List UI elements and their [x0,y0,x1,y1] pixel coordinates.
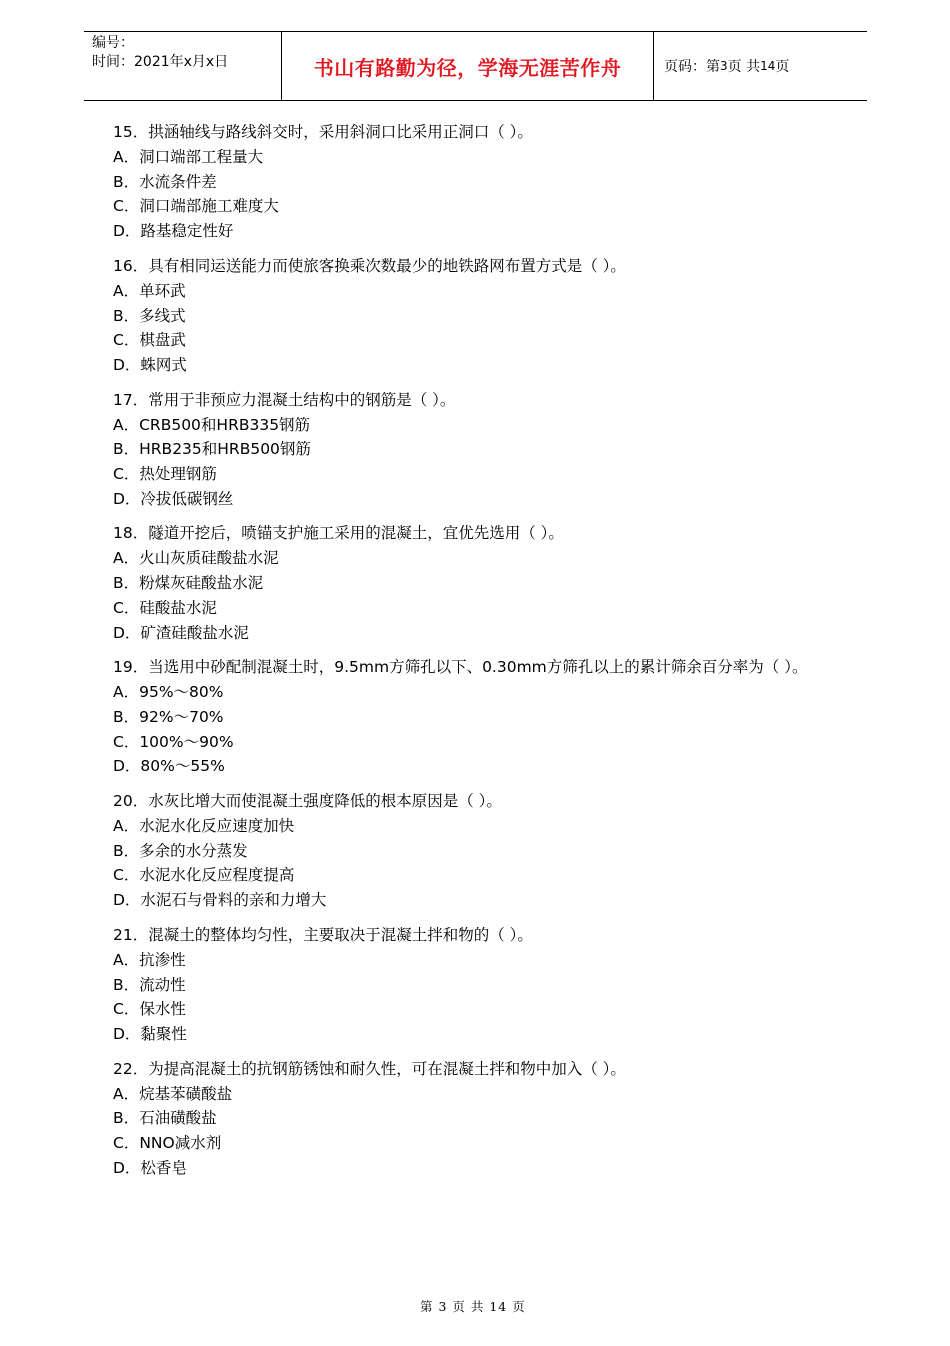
answer-option: C．100%～90% [113,732,234,751]
header-meta [84,32,282,100]
answer-option: D．黏聚性 [113,1024,187,1043]
answer-option: D．蛛网式 [113,355,187,374]
answer-option: A．烷基苯磺酸盐 [113,1084,233,1103]
answer-option: D．矿渣硅酸盐水泥 [113,623,249,642]
answer-option: C．NNO减水剂 [113,1134,222,1153]
answer-option: B．流动性 [113,975,186,994]
answer-option: D．冷拔低碳钢丝 [113,489,234,508]
answer-option: B．石油磺酸盐 [113,1109,217,1128]
question-list [96,120,874,1191]
answer-option: C．洞口端部施工难度大 [113,197,279,216]
question-15 [96,120,874,244]
question-21 [96,923,874,1047]
answer-option: A．CRB500和HRB335钢筋 [113,415,311,434]
question-stem: 19．当选用中砂配制混凝土时，9.5mm方筛孔以下、0.30mm方筛孔以上的累计筛余百分率为（ ）。 [113,658,808,677]
question-16 [96,254,874,378]
page-total: 14 [760,59,776,73]
answer-option: C．水泥水化反应程度提高 [113,866,295,885]
answer-option: C．保水性 [113,1000,186,1019]
header-motto-cell [282,32,654,100]
question-stem: 17．常用于非预应力混凝土结构中的钢筋是（ ）。 [113,390,456,409]
question-22 [96,1057,874,1181]
answer-option: D．水泥石与骨料的亲和力增大 [113,891,327,910]
answer-option: B．多线式 [113,306,186,325]
question-17 [96,388,874,512]
question-stem: 15．拱涵轴线与路线斜交时，采用斜洞口比采用正洞口（ ）。 [113,123,533,141]
answer-option: B．92%～70% [113,707,224,726]
answer-option: A．95%～80% [113,683,224,702]
question-19 [96,655,874,779]
header-page-info [654,32,867,100]
question-18 [96,521,874,645]
answer-option: B．水流条件差 [113,172,217,191]
answer-option: C．硅酸盐水泥 [113,598,217,617]
question-stem: 18．隧道开挖后，喷锚支护施工采用的混凝土，宜优先选用（ ）。 [113,524,564,543]
page-prefix: 页码：第 [664,59,720,75]
question-stem: 21．混凝土的整体均匀性，主要取决于混凝土拌和物的（ ）。 [113,925,533,944]
answer-option: D．80%～55% [113,757,225,776]
page-current: 3 [720,59,728,73]
question-stem: 22．为提高混凝土的抗钢筋锈蚀和耐久性，可在混凝土拌和物中加入（ ）。 [113,1059,626,1078]
page-footer: 第 3 页 共 14 页 [420,1299,526,1314]
question-stem: 20．水灰比增大而使混凝土强度降低的根本原因是（ ）。 [113,792,502,811]
answer-option: D．路基稳定性好 [113,222,234,241]
question-stem: 16．具有相同运送能力而使旅客换乘次数最少的地铁路网布置方式是（ ）。 [113,256,626,275]
answer-option: B．HRB235和HRB500钢筋 [113,440,311,459]
answer-option: B．粉煤灰硅酸盐水泥 [113,574,264,593]
answer-option: C．热处理钢筋 [113,465,217,484]
page-mid: 页 共 [727,59,761,75]
motto: 书山有路勤为径，学海无涯苦作舟 [313,55,622,80]
page-suffix: 页 [775,59,790,75]
answer-option: B．多余的水分蒸发 [113,841,248,860]
number-label: 编号： [92,35,134,51]
answer-option: A．火山灰质硅酸盐水泥 [113,549,279,568]
time-label: 时间：2021年x月x日 [92,54,229,70]
answer-option: A．单环武 [113,281,186,300]
answer-option: D．松香皂 [113,1158,187,1177]
answer-option: A．洞口端部工程量大 [113,148,264,166]
answer-option: A．抗渗性 [113,950,186,969]
page-header [84,31,867,101]
question-20 [96,789,874,913]
answer-option: C．棋盘武 [113,331,186,350]
answer-option: A．水泥水化反应速度加快 [113,817,295,836]
